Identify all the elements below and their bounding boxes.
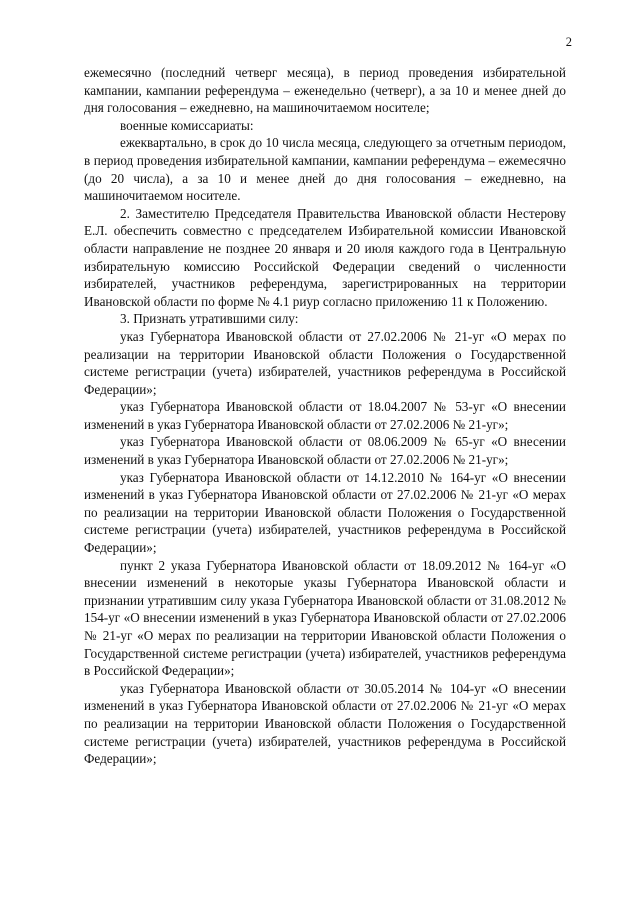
document-body xyxy=(84,64,566,768)
paragraph: 3. Признать утратившими силу: xyxy=(120,311,299,327)
page-number: 2 xyxy=(565,35,572,49)
paragraph: ежемесячно (последний четверг месяца), в период проведения избирательной кампании, кампании референдума – еженедельно (четверг), а за 10 и менее дней до дня голосования – ежедневно, на машиночитаемом носителе; xyxy=(84,65,566,116)
paragraph: пункт 2 указа Губернатора Ивановской области от 18.09.2012 № 164-уг «О внесении изменений в некоторые указы Губернатора Ивановской области и признании утратившим силу указа Губернатора Ивановской области от 31.08.2012 № 154-уг «О внесении изменений в указ Губернатора Ивановской области от 27.02.2006 № 21-уг «О мерах по реализации на территории Ивановской области Положения о Государственной системе регистрации (учета) избирателей, участников референдума в Российской Федерации»; xyxy=(84,557,566,679)
paragraph: 2. Заместителю Председателя Правительства Ивановской области Нестерову Е.Л. обеспечить совместно с председателем Избирательной комиссии Ивановской области направление не позднее 20 января и 20 июля каждого года в Центральную избирательную комиссию Российской Федерации сведений о численности избирателей, участников референдума, зарегистрированных на территории Ивановской области по форме № 4.1 риур согласно приложению 11 к Положению. xyxy=(84,205,566,309)
paragraph: указ Губернатора Ивановской области от 27.02.2006 № 21-уг «О мерах по реализации на территории Ивановской области Положения о Государственной системе регистрации (учета) избирателей, участников референдума в Российской Федерации»; xyxy=(84,328,566,397)
paragraph: ежеквартально, в срок до 10 числа месяца, следующего за отчетным периодом, в период проведения избирательной кампании, кампании референдума – ежемесячно (до 20 числа), а за 10 и менее дней до дня голосования – ежедневно, на машиночитаемом носителе. xyxy=(84,135,566,204)
paragraph: указ Губернатора Ивановской области от 08.06.2009 № 65-уг «О внесении изменений в указ Губернатора Ивановской области от 27.02.2006 № 21-уг»; xyxy=(84,434,566,468)
paragraph: указ Губернатора Ивановской области от 30.05.2014 № 104-уг «О внесении изменений в указ Губернатора Ивановской области от 27.02.2006 № 21-уг «О мерах по реализации на территории Ивановской области Положения о Государственной системе регистрации (учета) избирателей, участников референдума в Российской Федерации»; xyxy=(84,680,566,767)
paragraph: указ Губернатора Ивановской области от 14.12.2010 № 164-уг «О внесении изменений в указ Губернатора Ивановской области от 27.02.2006 № 21-уг «О мерах по реализации на территории Ивановской области Положения о Государственной системе регистрации (учета) избирателей, участников референдума в Российской Федерации»; xyxy=(84,469,566,556)
paragraph: военные комиссариаты: xyxy=(120,117,254,133)
paragraph: указ Губернатора Ивановской области от 18.04.2007 № 53-уг «О внесении изменений в указ Губернатора Ивановской области от 27.02.2006 № 21-уг»; xyxy=(84,399,566,432)
